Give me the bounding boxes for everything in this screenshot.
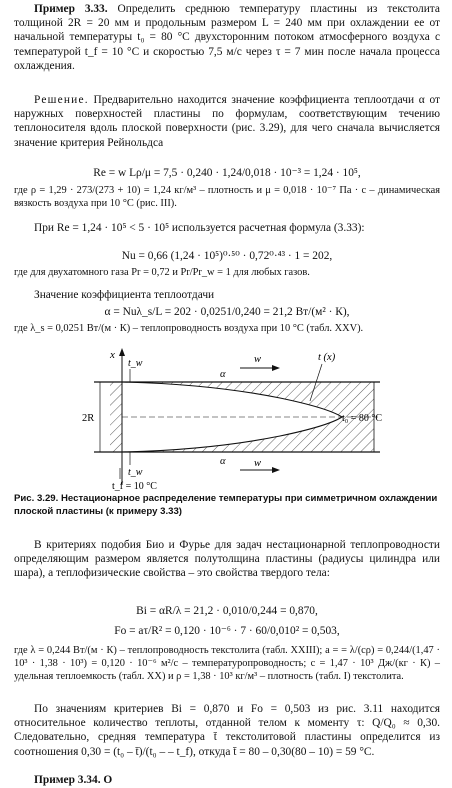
similarity-criteria-paragraph: В критериях подобия Био и Фурье для задач нестационарной теплопроводности определяющим размером является полутолщина пластины (радиусы цилиндра или шара), а теплофизические свойства – это свойства твердого тела:: [14, 539, 440, 580]
flow-arrow-bottom-head: [272, 467, 280, 473]
x-axis-label: x: [110, 349, 115, 361]
formula-intro-paragraph: При Re = 1,24 · 10⁵ < 5 · 10⁵ используется расчетная формула (3.33):: [34, 222, 365, 234]
profile-label: t (x): [318, 352, 336, 363]
flow-velocity-bottom-label: w: [254, 458, 262, 469]
example-label: Пример 3.33.: [34, 3, 108, 15]
equation-reynolds: Re = w Lρ/μ = 7,5 · 0,240 · 1,24/0,018 · 10⁻³ = 1,24 · 10⁵,: [93, 167, 361, 179]
solution-paragraph: [14, 93, 440, 150]
x-axis-arrow: [119, 348, 125, 356]
equation-alpha: α = Nuλ_s/L = 202 · 0,0251/0,240 = 21,2 Вт/(м² · К),: [104, 306, 350, 318]
air-conductivity-note: где λ_s = 0,0251 Вт/(м · К) – теплопроводность воздуха при 10 °С (табл. XXV).: [14, 323, 364, 334]
equation-biot: Bi = αR/λ = 21,2 · 0,010/0,244 = 0,870,: [136, 605, 318, 617]
thickness-label: 2R: [82, 413, 95, 424]
wall-temperature-top-label: t_w: [128, 358, 143, 369]
example-text: Определить среднюю температуру пластины из текстолита толщиной 2R = 20 мм и продольным размером L = 240 мм при охлаждении ее от начальной температуры t₀ = 80 °С двухсторонним потоком атмосферного воздуха с температурой t_f = 10 °С и скоростью 7,5 м/с через τ = 7 мин после начала процесса охлаждения.: [14, 3, 440, 72]
equation-nusselt: Nu = 0,66 (1,24 · 10⁵)⁰·⁵⁰ · 0,72⁰·⁴³ · 1 = 202,: [121, 250, 333, 262]
prandtl-note: где для двухатомного газа Pr = 0,72 и Pr/Pr_w = 1 для любых газов.: [14, 267, 310, 278]
density-viscosity-note: где ρ = 1,29 · 273/(273 + 10) = 1,24 кг/м³ – плотность и μ = 0,018 · 10⁻⁷ Па · с – динамическая вязкость воздуха при 10 °С (рис. III).: [14, 185, 440, 209]
example-3-33-statement: [14, 2, 440, 73]
wall-temperature-bottom-label: t_w: [128, 467, 143, 478]
heat-transfer-coeff-bottom-label: α: [220, 456, 226, 467]
solution-text: Предварительно находится значение коэффициента теплоотдачи α от наружных поверхностей пластины по формулам, соответствующим течению теплоносителя вдоль плоской поверхности (рис. 3.29), для чего сначала вычисляется значение критерия Рейнольдса: [14, 94, 440, 149]
alpha-intro: Значение коэффициента теплоотдачи: [34, 289, 215, 301]
next-example-heading: Пример 3.34. О: [34, 774, 113, 786]
flow-velocity-top-label: w: [254, 354, 262, 365]
flow-arrow-top-head: [272, 365, 280, 371]
result-paragraph: По значениям критериев Bi = 0,870 и Fo = 0,503 из рис. 3.11 находится относительное количество теплоты, отданной телом к моменту τ: Q/Q₀ ≈ 0,30. Следовательно, средняя температура t̄ текстолитовой пластины определится из соотношения 0,30 = (t₀ – t̄)/(t₀ – – t_f), откуда t̄ = 80 – 0,30(80 – 10) = 59 °С.: [14, 703, 440, 758]
equation-fourier: Fo = aτ/R² = 0,120 · 10⁻⁶ · 7 · 60/0,010² = 0,503,: [114, 625, 340, 637]
initial-temperature-label: t₀ = 80 °C: [342, 413, 383, 424]
figure-3-29: [80, 346, 400, 492]
figure-caption: Рис. 3.29. Нестационарное распределение температуры при симметричном охлаждении плоской пластины (к примеру 3.33): [14, 493, 438, 517]
solution-label: Решение.: [34, 94, 89, 106]
heat-transfer-coeff-top-label: α: [220, 369, 226, 380]
textolite-properties-note: где λ = 0,244 Вт/(м · К) – теплопроводность текстолита (табл. XXIII); a = = λ/(cρ) = 0,244/(1,47 · 10³ · 1,38 · 10³) = 0,120 · 10⁻⁶ м²/с – температуропроводность; c = 1,47 · 10³ Дж/(кг · К) – удельная теплоемкость (табл. XX) и ρ = 1,38 · 10³ кг/м³ – плотность (табл. I) текстолита.: [14, 645, 440, 682]
fluid-temperature-label: t_f = 10 °C: [112, 481, 157, 492]
